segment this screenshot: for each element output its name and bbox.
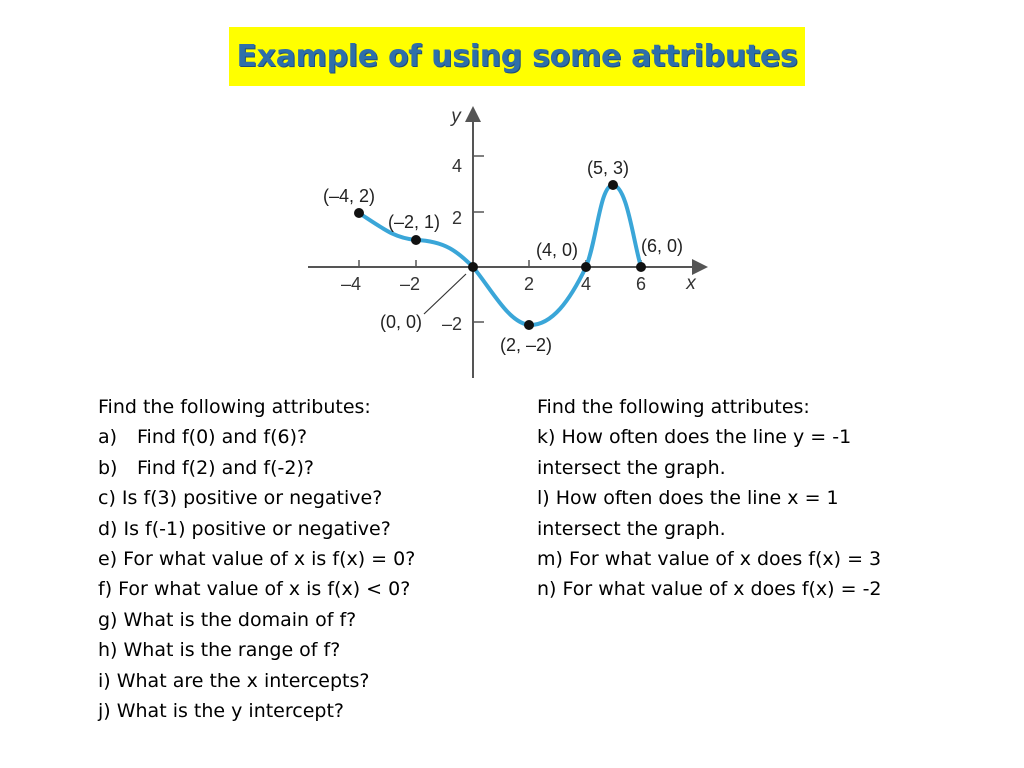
question-item: d) Is f(-1) positive or negative? <box>98 517 391 540</box>
function-curve <box>359 185 641 325</box>
list-marker: a) <box>98 426 118 449</box>
x-tick-label: –2 <box>399 274 421 294</box>
question-item <box>98 453 518 483</box>
y-tick-label: –2 <box>441 314 463 334</box>
question-item: g) What is the domain of f? <box>98 608 357 631</box>
x-tick-label: –4 <box>340 274 362 294</box>
graph-point <box>354 208 364 218</box>
graph-point <box>468 262 478 272</box>
graph-point <box>411 235 421 245</box>
x-axis-label: x <box>686 273 696 294</box>
question-line: l) How often does the line x = 1 <box>537 487 839 510</box>
question-item: j) What is the y intercept? <box>98 700 344 723</box>
question-line: intersect the graph. <box>537 456 726 479</box>
graph-point <box>581 262 591 272</box>
point-label: (–2, 1) <box>388 212 441 232</box>
title-banner <box>229 27 805 86</box>
function-graph <box>300 100 710 385</box>
question-item: f) For what value of x is f(x) < 0? <box>98 578 411 601</box>
question-line: k) How often does the line y = -1 <box>537 426 852 449</box>
y-tick-marks <box>473 156 484 322</box>
question-item: c) Is f(3) positive or negative? <box>98 487 383 510</box>
graph-point <box>608 180 618 190</box>
question-item: i) What are the x intercepts? <box>98 669 370 692</box>
x-tick-marks <box>359 260 641 267</box>
question-line: m) For what value of x does f(x) = 3 <box>537 548 882 571</box>
question-item: e) For what value of x is f(x) = 0? <box>98 548 416 571</box>
left-heading: Find the following attributes: <box>98 396 371 418</box>
right-heading: Find the following attributes: <box>537 396 810 418</box>
point-label: (0, 0) <box>380 312 423 332</box>
graph-point <box>636 262 646 272</box>
y-tick-label: 4 <box>451 156 463 176</box>
x-tick-label: 6 <box>635 274 647 294</box>
question-item: h) What is the range of f? <box>98 639 341 662</box>
right-question-list <box>537 392 957 605</box>
left-question-list <box>98 392 518 726</box>
point-label: (4, 0) <box>536 240 579 260</box>
x-tick-label: 2 <box>523 274 535 294</box>
question-text: Find f(2) and f(-2)? <box>137 456 314 479</box>
point-leader-line <box>424 274 466 314</box>
point-label: (2, –2) <box>500 335 553 355</box>
point-label: (–4, 2) <box>323 186 376 206</box>
y-tick-label: 2 <box>451 208 463 228</box>
question-item <box>98 422 518 452</box>
slide-title: Example of using some attributes <box>236 39 798 74</box>
list-marker: b) <box>98 456 118 479</box>
question-line: n) For what value of x does f(x) = -2 <box>537 578 882 601</box>
question-line: intersect the graph. <box>537 517 726 540</box>
question-text: Find f(0) and f(6)? <box>137 426 308 449</box>
y-axis-label: y <box>451 106 461 127</box>
x-tick-label: 4 <box>580 274 592 294</box>
graph-point <box>524 320 534 330</box>
point-label: (5, 3) <box>587 158 630 178</box>
point-label: (6, 0) <box>641 236 684 256</box>
